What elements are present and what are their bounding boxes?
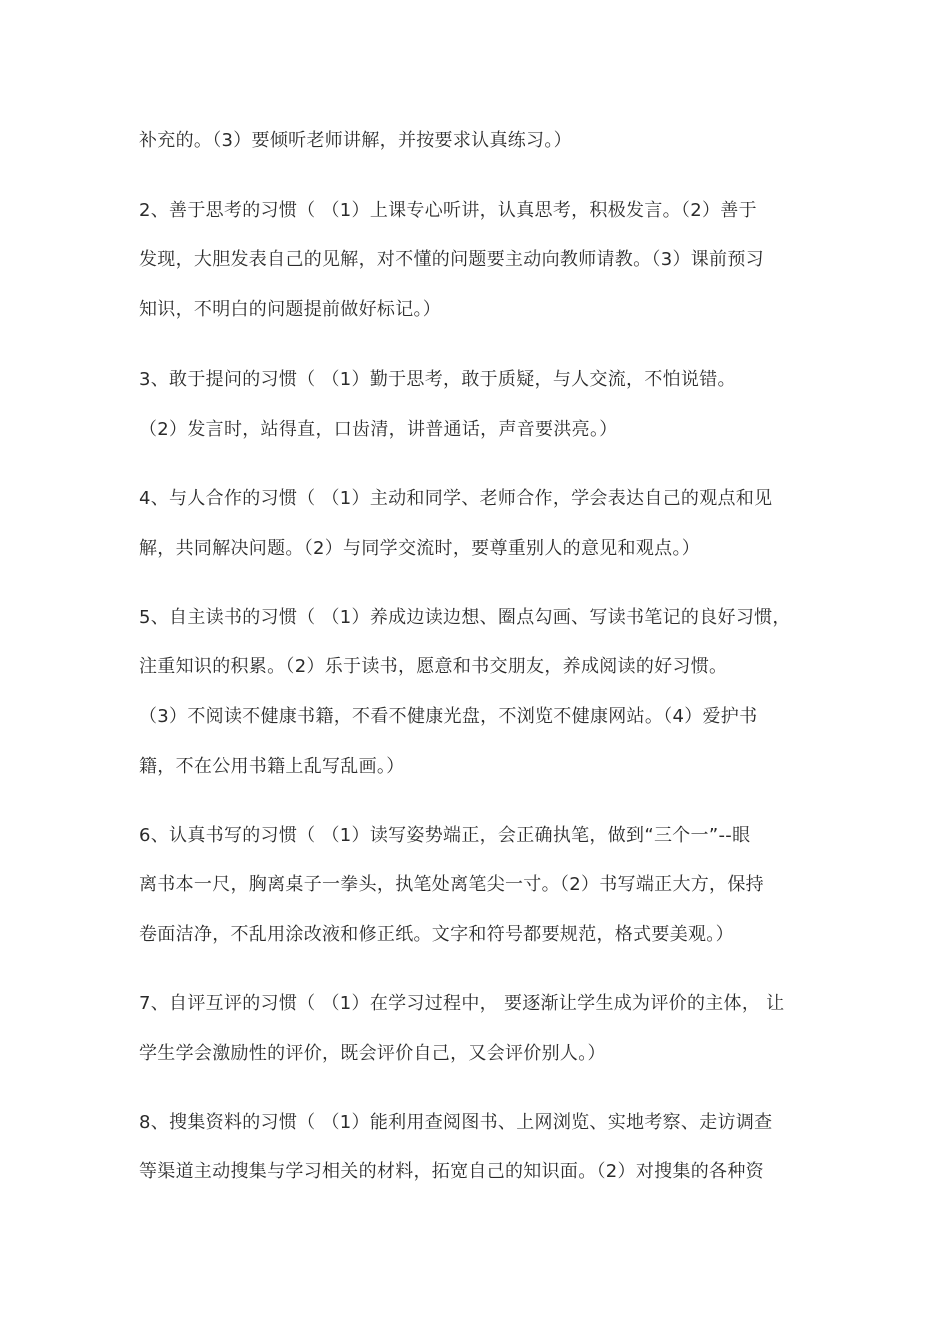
text-line: 解，共同解决问题。（2）与同学交流时，要尊重别人的意见和观点。） (139, 538, 701, 559)
text-line: 4、与人合作的习惯（ （1）主动和同学、老师合作，学会表达自己的观点和见 (139, 488, 773, 509)
text-line: 知识，不明白的问题提前做好标记。） (139, 299, 442, 320)
text-line: 卷面洁净，不乱用涂改液和修正纸。文字和符号都要规范，格式要美观。） (139, 924, 734, 945)
text-line: 3、敢于提问的习惯（ （1）勤于思考，敢于质疑，与人交流，不怕说错。 (139, 369, 736, 390)
text-line: 等渠道主动搜集与学习相关的材料，拓宽自己的知识面。（2）对搜集的各种资 (139, 1161, 764, 1182)
text-line: 注重知识的积累。（2）乐于读书，愿意和书交朋友，养成阅读的好习惯。 (139, 656, 728, 677)
text-line: 8、搜集资料的习惯（ （1）能利用查阅图书、上网浏览、实地考察、走访调查 (139, 1112, 773, 1133)
text-line: 发现，大胆发表自己的见解，对不懂的问题要主动向教师请教。（3）课前预习 (139, 249, 764, 270)
text-line: 2、善于思考的习惯（ （1）上课专心听讲，认真思考，积极发言。（2）善于 (139, 200, 757, 221)
text-line: 5、自主读书的习惯（ （1）养成边读边想、圈点勾画、写读书笔记的良好习惯， (139, 607, 791, 628)
text-line: 6、认真书写的习惯（ （1）读写姿势端正，会正确执笔，做到“三个一”--眼 (139, 825, 751, 846)
text-line: 离书本一尺，胸离桌子一拳头，执笔处离笔尖一寸。（2）书写端正大方，保持 (139, 874, 764, 895)
text-line: （2）发言时，站得直，口齿清，讲普通话，声音要洪亮。） (139, 419, 618, 440)
text-line: 补充的。（3）要倾听老师讲解，并按要求认真练习。） (139, 130, 572, 151)
text-line: 籍，不在公用书籍上乱写乱画。） (139, 756, 405, 777)
text-line: （3）不阅读不健康书籍，不看不健康光盘，不浏览不健康网站。（4）爱护书 (139, 706, 758, 727)
text-line: 学生学会激励性的评价，既会评价自己，又会评价别人。） (139, 1043, 606, 1064)
text-line: 7、自评互评的习惯（ （1）在学习过程中， 要逐渐让学生成为评价的主体， 让 (139, 993, 785, 1014)
